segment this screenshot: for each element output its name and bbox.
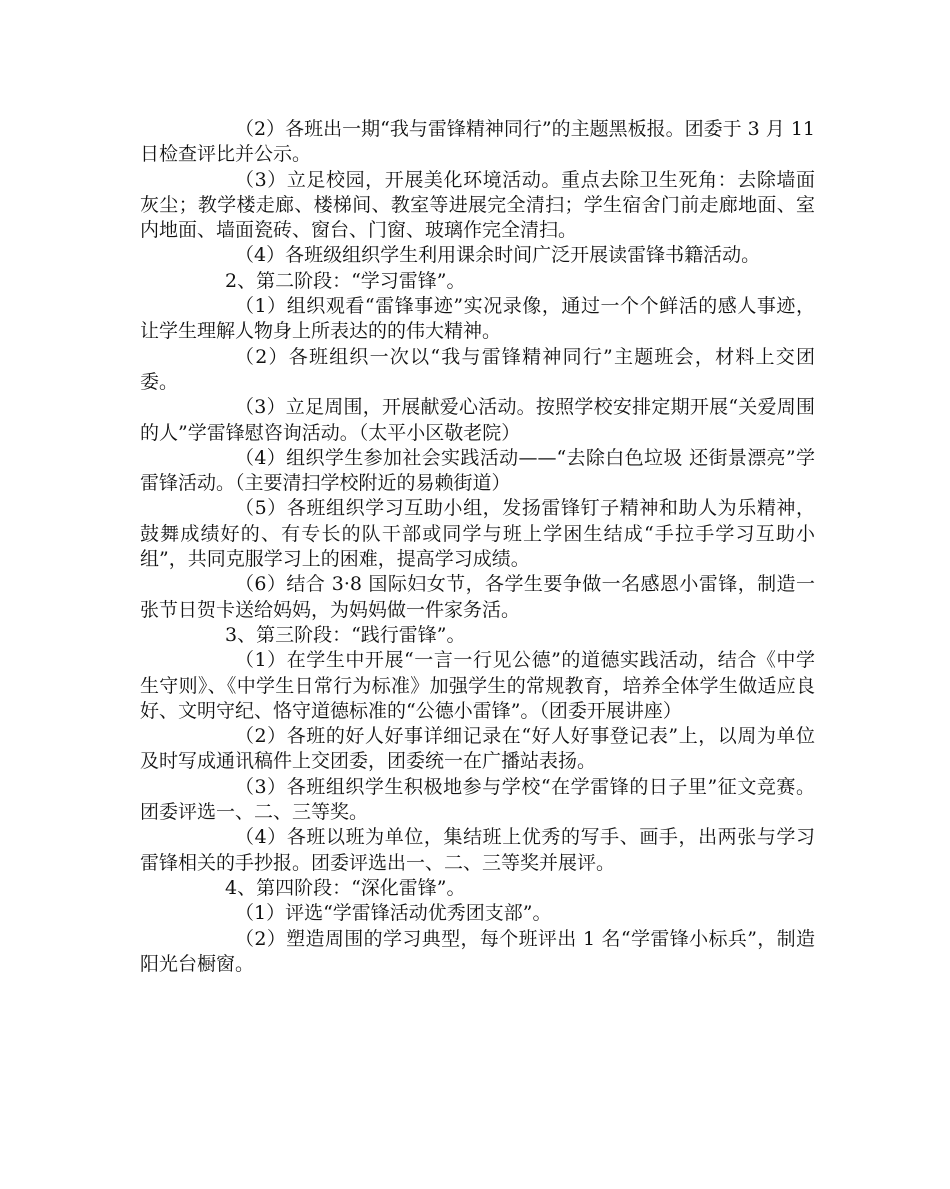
- paragraph-blackboard: （2）各班出一期“我与雷锋精神同行”的主题黑板报。团委于 3 月 11 日检查评比并公示。: [140, 118, 815, 166]
- paragraph-campus-cleaning: （3）立足校园，开展美化环境活动。重点去除卫生死角：去除墙面灰尘；教学楼走廊、楼梯间、教室等进展完全清扫；学生宿舍门前走廊地面、室内地面、墙面瓷砖、窗台、门窗、玻璃作完全清扫。: [140, 168, 815, 242]
- paragraph-video: （1）组织观看“雷锋事迹”实况录像，通过一个个鲜活的感人事迹，让学生理解人物身上所表达的的伟大精神。: [140, 295, 815, 343]
- section-heading-stage-2: 2、第二阶段：“学习雷锋”。: [225, 269, 466, 292]
- paragraph-moral-practice: （1）在学生中开展“一言一行见公德”的道德实践活动，结合《中学生守则》、《中学生日常行为标准》加强学生的常规教育，培养全体学生做适应良好、文明守纪、恪守道德标准的“公德小雷锋”。（团委开展讲座）: [140, 649, 815, 722]
- paragraph-good-deeds: （2）各班的好人好事详细记录在“好人好事登记表”上，以周为单位及时写成通讯稿件上交团委，团委统一在广播站表扬。: [140, 725, 815, 773]
- paragraph-reading: （4）各班级组织学生利用课余时间广泛开展读雷锋书籍活动。: [235, 244, 761, 267]
- paragraph-essay-contest: （3）各班组织学生积极地参与学校“在学雷锋的日子里”征文竞赛。团委评选一、二、三等奖。: [140, 775, 815, 824]
- paragraph-study-groups: （5）各班组织学习互助小组，发扬雷锋钉子精神和助人为乐精神，鼓舞成绩好的、有专长的队干部或同学与班上学困生结成“手拉手学习互助小组”，共同克服学习上的困难，提高学习成绩。: [140, 497, 815, 571]
- document-body: [140, 117, 815, 977]
- paragraph-handwritten-newspaper: （4）各班以班为单位，集结班上优秀的写手、画手，出两张与学习雷锋相关的手抄报。团委评选出一、二、三等奖并展评。: [140, 826, 815, 874]
- paragraph-best-branch: （1）评选“学雷锋活动优秀团支部”。: [235, 902, 552, 925]
- paragraph-role-models: （2）塑造周围的学习典型，每个班评出 1 名“学雷锋小标兵”，制造阳光台橱窗。: [140, 927, 815, 975]
- paragraph-class-meeting: （2）各班组织一次以“我与雷锋精神同行”主题班会，材料上交团委。: [140, 345, 815, 393]
- paragraph-care-activity: （3）立足周围，开展献爱心活动。按照学校安排定期开展“关爱周围的人”学雷锋慰咨询活动。（太平小区敬老院）: [140, 396, 815, 444]
- paragraph-womens-day: （6）结合 3·8 国际妇女节，各学生要争做一名感恩小雷锋，制造一张节日贺卡送给妈妈，为妈妈做一件家务活。: [140, 573, 815, 621]
- section-heading-stage-4: 4、第四阶段：“深化雷锋”。: [225, 876, 466, 899]
- section-heading-stage-3: 3、第三阶段：“践行雷锋”。: [225, 623, 466, 646]
- paragraph-social-practice: （4）组织学生参加社会实践活动——“去除白色垃圾 还街景漂亮”学雷锋活动。（主要清扫学校附近的易赖街道）: [140, 446, 815, 495]
